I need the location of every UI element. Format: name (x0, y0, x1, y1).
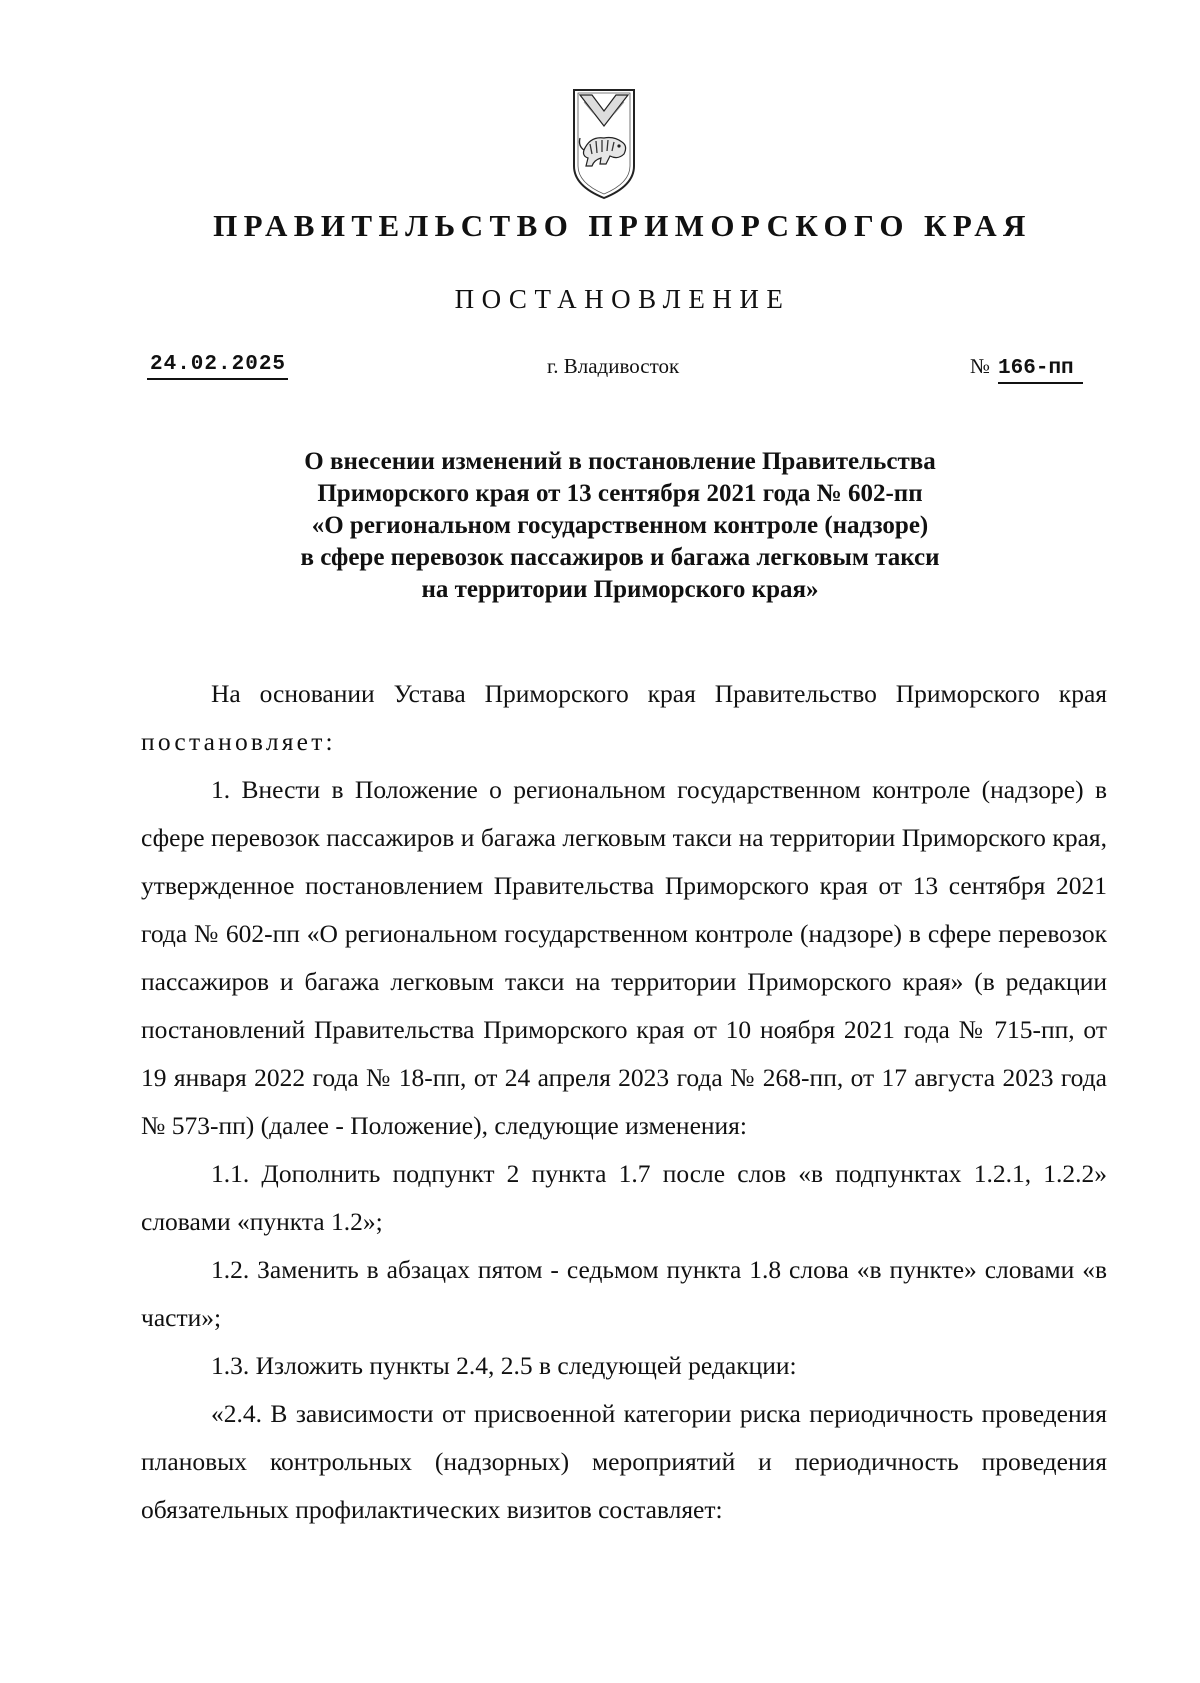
title-line: «О региональном государственном контроле (надзоре) (311, 512, 929, 539)
document-date: 24.02.2025 (147, 353, 288, 380)
preamble-paragraph (141, 670, 1107, 766)
decree-word: постановляет: (141, 727, 336, 756)
document-body (141, 670, 1107, 1534)
title-line: О внесении изменений в постановление Правительства (304, 448, 936, 475)
document-title (200, 446, 1040, 606)
paragraph-1: 1. Внести в Положение о региональном государственном контроле (надзоре) в сфере перевозок пассажиров и багажа легковым такси на территории Приморского края, утвержденное постановлением Правительства Приморского края от 13 сентября 2021 года № 602-пп «О региональном государственном контроле (надзоре) в сфере перевозок пассажиров и багажа легковым такси на территории Приморского края» (в редакции постановлений Правительства Приморского края от 10 ноября 2021 года № 715-пп, от 19 января 2022 года № 18-пп, от 24 апреля 2023 года № 268-пп, от 17 августа 2023 года № 573-пп) (далее - Положение), следующие изменения: (141, 775, 1107, 1140)
paragraph-1-1: 1.1. Дополнить подпункт 2 пункта 1.7 после слов «в подпунктах 1.2.1, 1.2.2» словами «пункта 1.2»; (141, 1159, 1107, 1236)
number-value: 166-пп (998, 357, 1083, 384)
paragraph-2-4: «2.4. В зависимости от присвоенной категории риска периодичность проведения плановых контрольных (надзорных) мероприятий и периодичность проведения обязательных профилактических визитов составляет: (141, 1399, 1107, 1524)
title-line: на территории Приморского края» (421, 576, 819, 603)
paragraph-1-2: 1.2. Заменить в абзацах пятом - седьмом пункта 1.8 слова «в пункте» словами «в части»; (141, 1255, 1107, 1332)
document-number (970, 354, 1083, 380)
title-line: в сфере перевозок пассажиров и багажа легковым такси (300, 544, 940, 571)
document-type: ПОСТАНОВЛЕНИЕ (454, 284, 791, 314)
document-city: г. Владивосток (547, 354, 680, 378)
organization-title: ПРАВИТЕЛЬСТВО ПРИМОРСКОГО КРАЯ (213, 208, 1032, 243)
title-line: Приморского края от 13 сентября 2021 года № 602-пп (317, 480, 923, 507)
paragraph-1-3: 1.3. Изложить пункты 2.4, 2.5 в следующей редакции: (211, 1351, 797, 1380)
number-sign: № (970, 354, 991, 378)
preamble-text: На основании Устава Приморского края Правительство Приморского края (211, 679, 1107, 708)
coat-of-arms-icon (570, 88, 638, 200)
